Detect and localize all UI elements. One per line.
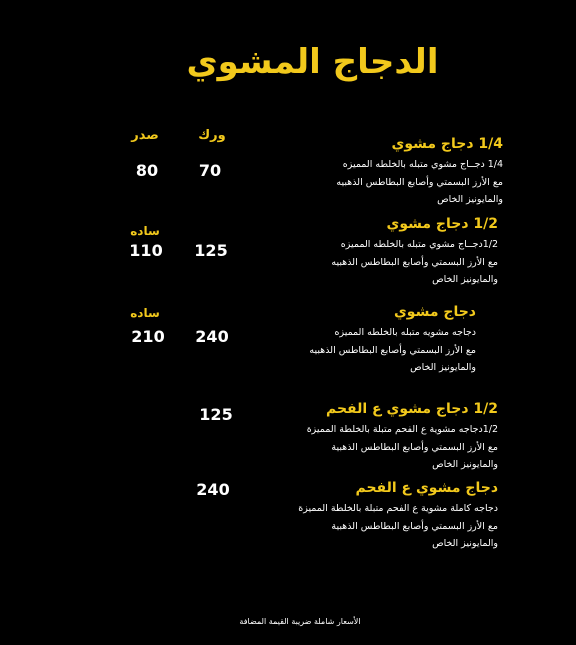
item-price-breast: 80 — [135, 161, 159, 180]
menu-item-half-charcoal-chicken — [307, 401, 498, 474]
footer-vat-note: الأسعار شاملة ضريبة القيمة المضافة — [239, 617, 361, 626]
item-description: 1/2دجــاج مشوي متبله بالخلطه المميزه مع الأرز البسمتي وأصابع البطاطس الذهبيه والمايونيز الخاص — [331, 239, 498, 285]
item-description: 1/2دجاجه مشوية ع الفحم متبلة بالخلطة المميزة مع الأرز البسمتي وأصابع البطاطس الذهبية والمايونيز الخاص — [306, 424, 498, 470]
menu-item-half-chicken — [331, 216, 498, 289]
item-price-plain: 110 — [129, 241, 163, 260]
menu-item-whole-charcoal-chicken — [298, 480, 498, 553]
item-name: 1/4 دجاج مشوي — [391, 136, 503, 152]
item-price-leg: 70 — [198, 161, 222, 180]
item-price: 240 — [196, 480, 230, 499]
menu-item-whole-chicken — [309, 304, 476, 377]
item-description: دجاجه مشويه متبله بالخلطه المميزه مع الأرز البسمتي وأصابع البطاطس الذهبيه والمايونيز الخاص — [309, 327, 476, 373]
item-description: دجاجه كاملة مشوية ع الفحم متبلة بالخلطة المميزة مع الأرز البسمتي وأصابع البطاطس الذهبية والمايونيز الخاص — [298, 503, 498, 549]
menu-item-quarter-chicken — [336, 136, 503, 209]
page-title: الدجاج المشوي — [186, 42, 439, 82]
item-price: 125 — [194, 241, 228, 260]
item-name: دجاج مشوي — [393, 304, 476, 320]
plain-label: ساده — [130, 306, 160, 320]
column-header-breast: صدر — [131, 128, 159, 143]
item-name: 1/2 دجاج مشوي ع الفحم — [325, 401, 498, 417]
item-price: 125 — [199, 405, 233, 424]
column-header-leg: ورك — [198, 128, 226, 143]
item-name: دجاج مشوي ع الفحم — [355, 480, 498, 496]
plain-label: ساده — [130, 224, 160, 238]
item-price-plain: 210 — [131, 327, 165, 346]
item-price: 240 — [195, 327, 229, 346]
item-name: 1/2 دجاج مشوي — [386, 216, 498, 232]
item-description: 1/4 دجــاج مشوي متبله بالخلطه المميزه مع الأرز البسمتي وأصابع البطاطس الذهبيه والمايونيز الخاص — [336, 159, 503, 205]
